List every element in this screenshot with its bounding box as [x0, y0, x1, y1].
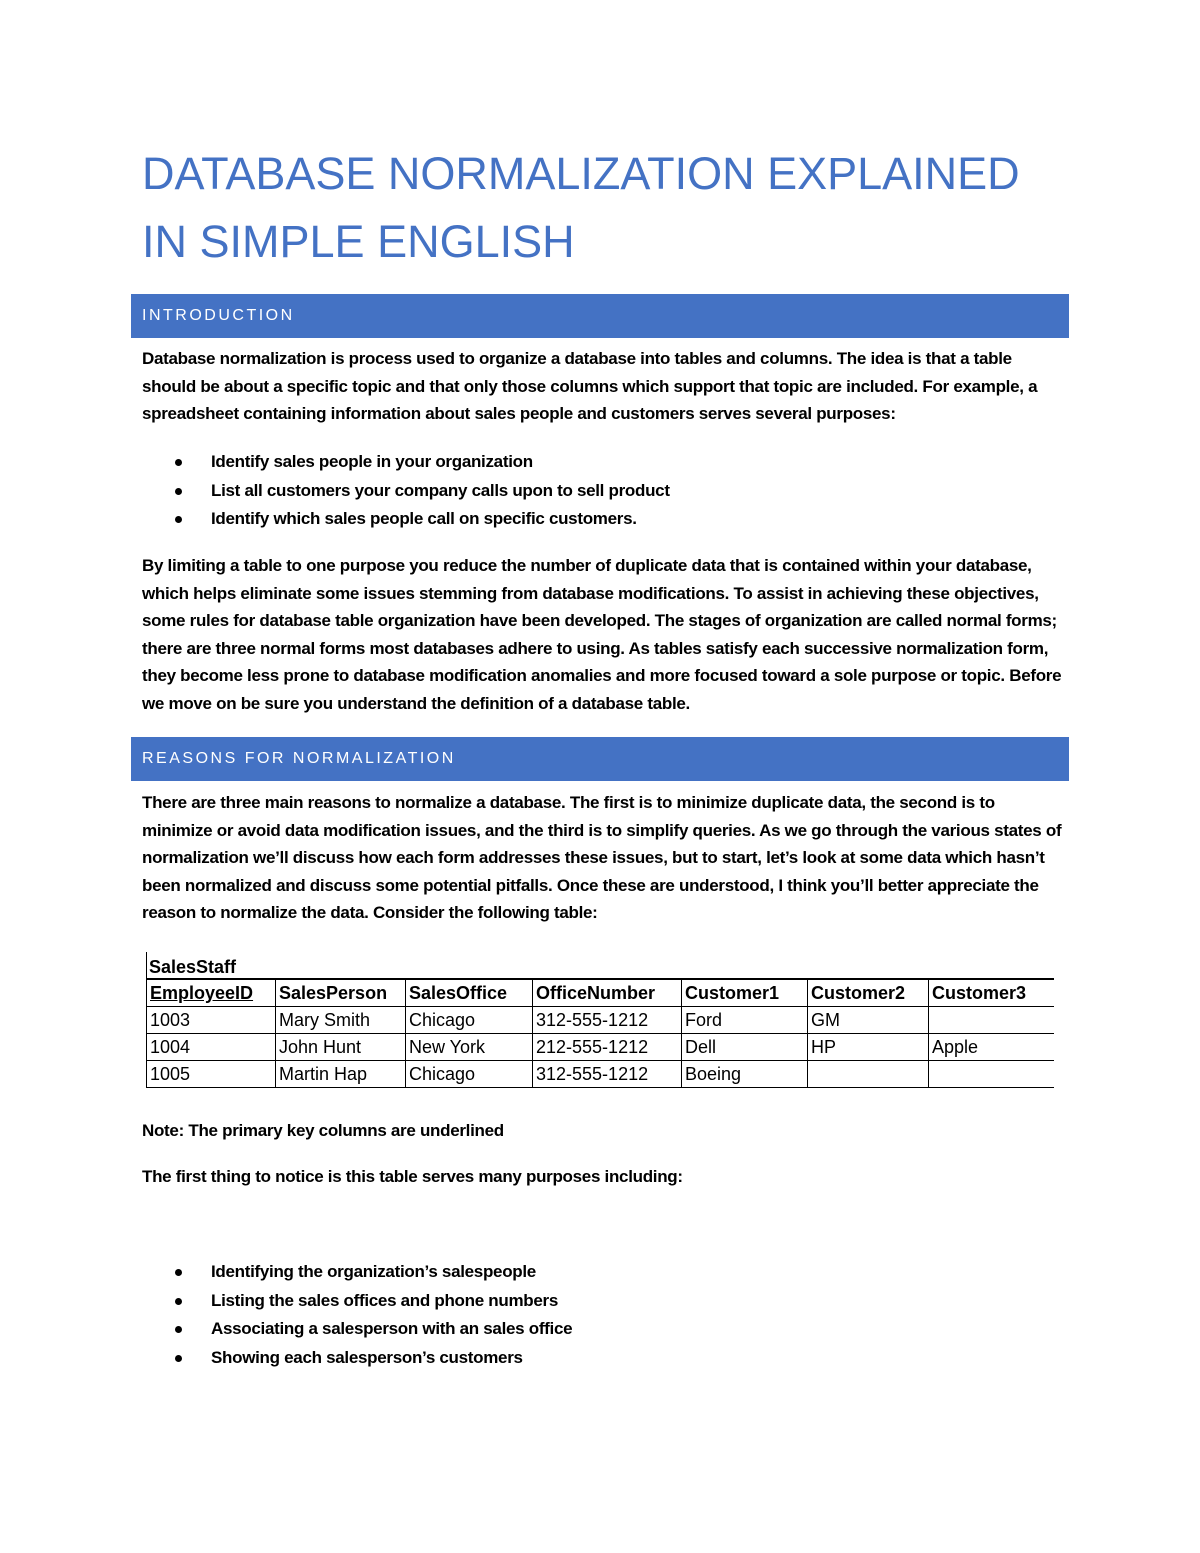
table-cell: Mary Smith: [276, 1007, 406, 1034]
bullet-text: Listing the sales offices and phone numbers: [211, 1290, 558, 1310]
bullet-dot-icon: [175, 1269, 182, 1276]
reasons-paragraph-1: There are three main reasons to normalize a database. The first is to minimize duplicate data, the second is to minimize or avoid data modification issues, and the third is to simplify queries. As we go through the various states of normalization we’ll discuss how each form addresses these issues, but to start, let’s look at some data which hasn’t been normalized and discuss some potential pitfalls. Once these are understood, I think you’ll better appreciate the reason to normalize the data. Consider the following table:: [142, 793, 1062, 922]
section-heading-introduction: INTRODUCTION: [131, 294, 1069, 338]
column-header: SalesOffice: [406, 979, 533, 1007]
bullet-dot-icon: [175, 516, 182, 523]
intro-paragraph-2: By limiting a table to one purpose you reduce the number of duplicate data that is contained within your database, which helps eliminate some issues stemming from database modifications. To assist in achieving these objectives, some rules for database table organization have been developed. The stages of organization are called normal forms; there are three normal forms most databases adhere to using. As tables satisfy each successive normalization form, they become less prone to database modification anomalies and more focused toward a sole purpose or topic. Before we move on be sure you understand the definition of a database table.: [142, 556, 1062, 713]
table-cell: Martin Hap: [276, 1061, 406, 1088]
table-cell: Dell: [682, 1034, 808, 1061]
reasons-paragraph-2: The first thing to notice is this table serves many purposes including:: [142, 1167, 683, 1186]
table-cell: 1005: [147, 1061, 276, 1088]
bullet-text: Identify sales people in your organization: [211, 452, 533, 471]
table-row: [147, 1061, 1054, 1088]
bullet-dot-icon: [175, 1355, 182, 1362]
table-cell: 1003: [147, 1007, 276, 1034]
section-heading-reasons: REASONS FOR NORMALIZATION: [131, 737, 1069, 781]
table-cell: 312-555-1212: [533, 1061, 682, 1088]
table-cell: HP: [808, 1034, 929, 1061]
table-cell: New York: [406, 1034, 533, 1061]
bullet-text: Associating a salesperson with an sales office: [211, 1319, 573, 1338]
document-title: DATABASE NORMALIZATION EXPLAINED IN SIMPLE ENGLISH: [142, 148, 1020, 267]
table-header-row: [147, 979, 1054, 1007]
bullet-dot-icon: [175, 1326, 182, 1333]
primary-key-note: Note: The primary key columns are underlined: [142, 1121, 504, 1140]
table-cell: Ford: [682, 1007, 808, 1034]
bullet-text: Showing each salesperson’s customers: [211, 1347, 523, 1367]
table-cell: [929, 1061, 1054, 1088]
sales-staff-table: [146, 978, 1054, 1088]
list-item: [142, 1315, 1069, 1344]
bullet-dot-icon: [175, 459, 182, 466]
intro-bullet-list: [142, 448, 1069, 534]
table-cell: 1004: [147, 1034, 276, 1061]
intro-paragraph-1: Database normalization is process used to organize a database into tables and columns. The idea is that a table should be about a specific topic and that only those columns which support that topic are included. For example, a spreadsheet containing information about sales people and customers serves several purposes:: [142, 349, 1038, 423]
table-cell: [808, 1061, 929, 1088]
table-cell: [929, 1007, 1054, 1034]
column-header: EmployeeID: [147, 979, 276, 1007]
list-item: [142, 1344, 1069, 1373]
bullet-text: Identify which sales people call on specific customers.: [211, 509, 637, 528]
table-cell: 312-555-1212: [533, 1007, 682, 1034]
list-item: [142, 448, 1069, 477]
reasons-bullet-list: [142, 1258, 1069, 1372]
table-cell: John Hunt: [276, 1034, 406, 1061]
list-item: [142, 477, 1069, 506]
list-item: [142, 505, 1069, 534]
bullet-dot-icon: [175, 1298, 182, 1305]
table-row: [147, 1007, 1054, 1034]
bullet-text: List all customers your company calls upon to sell product: [211, 480, 670, 500]
column-header: SalesPerson: [276, 979, 406, 1007]
table-cell: Boeing: [682, 1061, 808, 1088]
table-row: [147, 1034, 1054, 1061]
table-cell: GM: [808, 1007, 929, 1034]
column-header: OfficeNumber: [533, 979, 682, 1007]
table-cell: 212-555-1212: [533, 1034, 682, 1061]
table-title: SalesStaff: [146, 952, 1053, 978]
bullet-text: Identifying the organization’s salespeople: [211, 1262, 536, 1281]
sales-staff-table-wrap: [146, 952, 1053, 1088]
list-item: [142, 1258, 1069, 1287]
column-header: Customer2: [808, 979, 929, 1007]
bullet-dot-icon: [175, 488, 182, 495]
column-header: Customer3: [929, 979, 1054, 1007]
table-cell: Chicago: [406, 1007, 533, 1034]
column-header: Customer1: [682, 979, 808, 1007]
table-cell: Chicago: [406, 1061, 533, 1088]
table-cell: Apple: [929, 1034, 1054, 1061]
list-item: [142, 1287, 1069, 1316]
